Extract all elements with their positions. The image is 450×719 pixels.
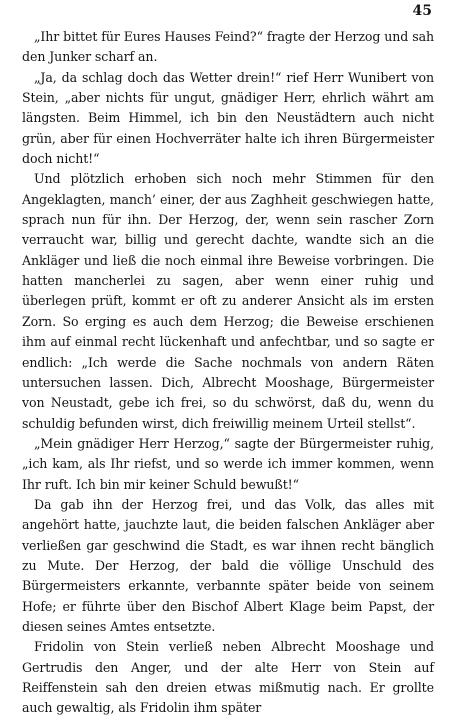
paragraph: Da gab ihn der Herzog frei, und das Volk, das alles mit angehört hatte, jauchzte laut, die beiden falschen Ankläger aber verließen gar geschwind die Stadt, es war ihnen recht bänglich zu Mute. Der Herzog, der bald die völlige Unschuld des Bürgermeisters erkannte, verbannte später beide von seinem Hofe; er führte über den Bischof Albert Klage beim Papst, der diesen seines Amtes entsetzte. (22, 496, 434, 634)
page-number: 45 (412, 3, 432, 19)
paragraph: Und plötzlich erhoben sich noch mehr Stimmen für den Angeklagten, manch’ einer, der aus Zaghheit geschwiegen hatte, sprach nun für ihn. Der Herzog, der, wenn sein rascher Zorn verraucht war, billig und gerecht dachte, wandte sich an die Ankläger und ließ die noch einmal ihre Beweise vorbringen. Die hatten mancherlei zu sagen, aber wenn einer ruhig und überlegen prüft, kommt er oft zu anderer Ansicht als im ersten Zorn. So erging es auch dem Herzog; die Beweise erschienen ihm auf einmal recht lückenhaft und anfechtbar, und so sagte er endlich: „Ich werde die Sache nochmals von andern Räten untersuchen lassen. Dich, Albrecht Mooshage, Bürgermeister von Neustadt, gebe ich frei, so du schwörst, daß du, wenn du schuldig befunden wirst, dich freiwillig meinem Urteil stellst“. (22, 171, 434, 431)
paragraph: „Ihr bittet für Eures Hauses Feind?“ fragte der Herzog und sah den Junker scharf an. (22, 29, 434, 65)
body-text (22, 27, 434, 719)
paragraph: „Ja, da schlag doch das Wetter drein!“ rief Herr Wunibert von Stein, „aber nichts für ungut, gnädiger Herr, ehrlich währt am längsten. Beim Himmel, ich bin den Neustädtern auch nicht grün, aber für einen Hochverräter halte ich ihren Bürgermeister doch nicht!“ (22, 69, 434, 167)
paragraph: „Mein gnädiger Herr Herzog,“ sagte der Bürgermeister ruhig, „ich kam, als Ihr riefst, und so werde ich immer kommen, wenn Ihr ruft. Ich bin mir keiner Schuld bewußt!“ (22, 435, 434, 492)
paragraph: Fridolin von Stein verließ neben Albrecht Mooshage und Gertrudis den Anger, und der alte Herr von Stein auf Reiffenstein sah den dreien etwas mißmutig nach. Er grollte auch gewaltig, als Fridolin ihm später (22, 639, 434, 716)
